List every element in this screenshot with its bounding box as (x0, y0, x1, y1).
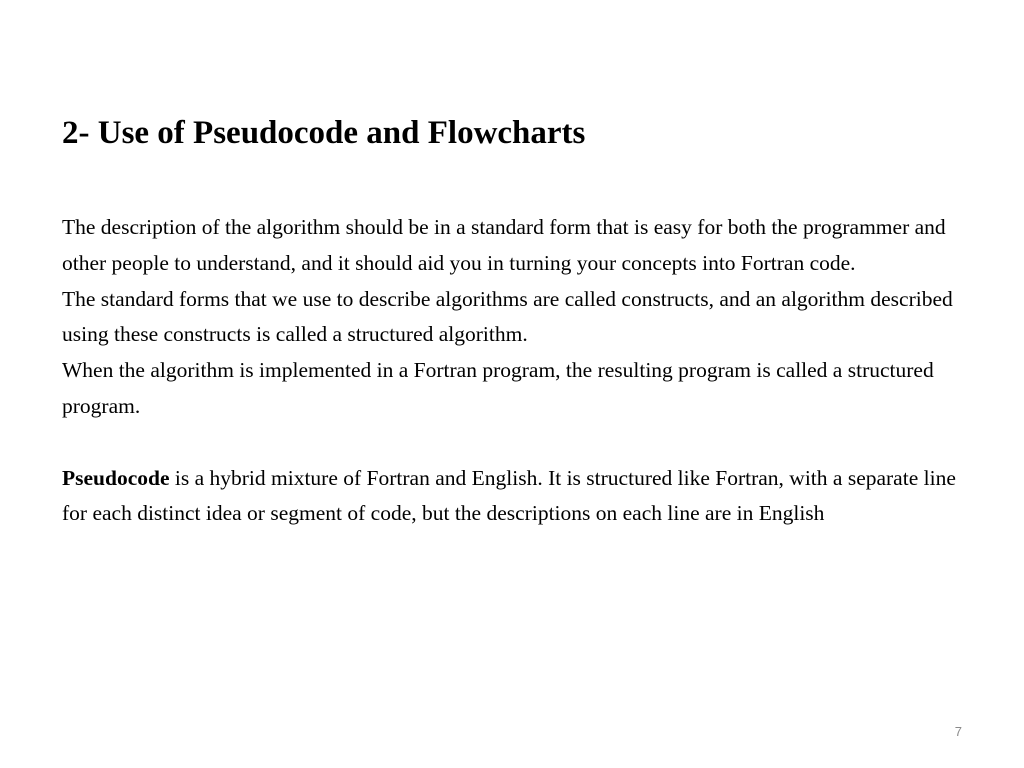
paragraph-structured-program: When the algorithm is implemented in a Fortran program, the resulting program is called a structured program. (62, 358, 934, 418)
slide-title: 2- Use of Pseudocode and Flowcharts (62, 115, 586, 151)
pseudocode-definition: is a hybrid mixture of Fortran and English. It is structured like Fortran, with a separate line for each distinct idea or segment of code, but the descriptions on each line are in English (62, 465, 956, 526)
slide-body (62, 210, 972, 532)
paragraph-spacer (62, 425, 972, 461)
page-number: 7 (954, 724, 962, 739)
paragraph-constructs: The standard forms that we use to describe algorithms are called constructs, and an algorithm described using these constructs is called a structured algorithm. (62, 286, 953, 347)
pseudocode-term: Pseudocode (62, 465, 170, 490)
paragraph-standard-form: The description of the algorithm should be in a standard form that is easy for both the programmer and other people to understand, and it should aid you in turning your concepts into Fortran code. (62, 215, 946, 275)
paragraph-pseudocode (62, 461, 972, 533)
